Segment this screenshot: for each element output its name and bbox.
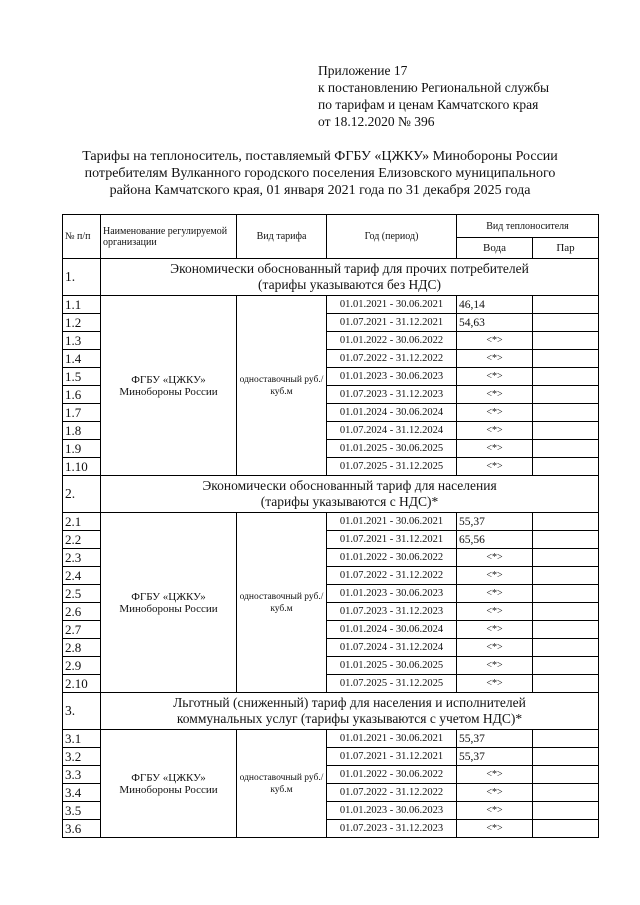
period-cell: 01.01.2023 - 30.06.2023 bbox=[327, 585, 457, 603]
water-tariff-cell: 65,56 bbox=[457, 531, 533, 549]
steam-tariff-cell bbox=[533, 404, 599, 422]
water-tariff-cell: <*> bbox=[457, 621, 533, 639]
section-title-line: коммунальных услуг (тарифы указываются с учетом НДС)* bbox=[176, 711, 523, 726]
steam-tariff-cell bbox=[533, 531, 599, 549]
steam-tariff-cell bbox=[533, 748, 599, 766]
table-row bbox=[63, 513, 599, 531]
steam-tariff-cell bbox=[533, 820, 599, 838]
tariff-type-cell: одноставочный руб./куб.м bbox=[237, 296, 327, 476]
organization-cell: ФГБУ «ЦЖКУ» Минобороны России bbox=[101, 513, 237, 693]
steam-tariff-cell bbox=[533, 802, 599, 820]
organization-cell: ФГБУ «ЦЖКУ» Минобороны России bbox=[101, 296, 237, 476]
period-cell: 01.07.2025 - 31.12.2025 bbox=[327, 458, 457, 476]
tariff-type-cell: одноставочный руб./куб.м bbox=[237, 513, 327, 693]
section-number: 2. bbox=[63, 476, 101, 513]
header-heat-carrier: Вид теплоносителя bbox=[457, 215, 599, 238]
steam-tariff-cell bbox=[533, 513, 599, 531]
water-tariff-cell: <*> bbox=[457, 350, 533, 368]
tariff-table bbox=[62, 214, 599, 838]
period-cell: 01.01.2021 - 30.06.2021 bbox=[327, 513, 457, 531]
steam-tariff-cell bbox=[533, 657, 599, 675]
row-number: 3.6 bbox=[63, 820, 101, 838]
water-tariff-cell: <*> bbox=[457, 820, 533, 838]
steam-tariff-cell bbox=[533, 766, 599, 784]
section-number: 1. bbox=[63, 259, 101, 296]
section-title bbox=[101, 259, 599, 296]
period-cell: 01.07.2022 - 31.12.2022 bbox=[327, 350, 457, 368]
period-cell: 01.01.2025 - 30.06.2025 bbox=[327, 440, 457, 458]
steam-tariff-cell bbox=[533, 350, 599, 368]
row-number: 1.2 bbox=[63, 314, 101, 332]
section-number: 3. bbox=[63, 693, 101, 730]
steam-tariff-cell bbox=[533, 675, 599, 693]
header-organization: Наименование регулируемой организации bbox=[101, 215, 237, 259]
steam-tariff-cell bbox=[533, 332, 599, 350]
steam-tariff-cell bbox=[533, 585, 599, 603]
period-cell: 01.01.2022 - 30.06.2022 bbox=[327, 332, 457, 350]
row-number: 2.2 bbox=[63, 531, 101, 549]
period-cell: 01.07.2022 - 31.12.2022 bbox=[327, 567, 457, 585]
row-number: 2.4 bbox=[63, 567, 101, 585]
water-tariff-cell: 46,14 bbox=[457, 296, 533, 314]
header-number: № п/п bbox=[63, 215, 101, 259]
row-number: 2.8 bbox=[63, 639, 101, 657]
period-cell: 01.07.2024 - 31.12.2024 bbox=[327, 422, 457, 440]
row-number: 2.5 bbox=[63, 585, 101, 603]
water-tariff-cell: <*> bbox=[457, 386, 533, 404]
period-cell: 01.01.2023 - 30.06.2023 bbox=[327, 802, 457, 820]
water-tariff-cell: <*> bbox=[457, 784, 533, 802]
annex-line: к постановлению Региональной службы bbox=[318, 80, 550, 95]
water-tariff-cell: 55,37 bbox=[457, 748, 533, 766]
tariff-type-cell: одноставочный руб./куб.м bbox=[237, 730, 327, 838]
steam-tariff-cell bbox=[533, 296, 599, 314]
row-number: 1.10 bbox=[63, 458, 101, 476]
row-number: 3.5 bbox=[63, 802, 101, 820]
row-number: 1.4 bbox=[63, 350, 101, 368]
water-tariff-cell: <*> bbox=[457, 404, 533, 422]
row-number: 1.7 bbox=[63, 404, 101, 422]
title-line: потребителям Вулканного городского поселения Елизовского муниципального bbox=[84, 166, 556, 181]
row-number: 2.1 bbox=[63, 513, 101, 531]
section-title-line: Экономически обоснованный тариф для населения bbox=[202, 478, 497, 493]
row-number: 3.1 bbox=[63, 730, 101, 748]
row-number: 2.10 bbox=[63, 675, 101, 693]
period-cell: 01.07.2023 - 31.12.2023 bbox=[327, 386, 457, 404]
section-title-line: (тарифы указываются без НДС) bbox=[258, 277, 441, 292]
header-water: Вода bbox=[457, 238, 533, 259]
water-tariff-cell: <*> bbox=[457, 422, 533, 440]
section-row bbox=[63, 476, 599, 513]
header-tariff-type: Вид тарифа bbox=[237, 215, 327, 259]
water-tariff-cell: <*> bbox=[457, 585, 533, 603]
period-cell: 01.07.2024 - 31.12.2024 bbox=[327, 639, 457, 657]
section-title-line: Льготный (сниженный) тариф для населения и исполнителей bbox=[173, 695, 526, 710]
water-tariff-cell: <*> bbox=[457, 603, 533, 621]
steam-tariff-cell bbox=[533, 440, 599, 458]
title-line: района Камчатского края, 01 января 2021 года по 31 декабря 2025 года bbox=[109, 183, 531, 198]
annex-line: от 18.12.2020 № 396 bbox=[318, 114, 435, 129]
period-cell: 01.01.2022 - 30.06.2022 bbox=[327, 549, 457, 567]
period-cell: 01.01.2021 - 30.06.2021 bbox=[327, 296, 457, 314]
row-number: 3.2 bbox=[63, 748, 101, 766]
row-number: 1.1 bbox=[63, 296, 101, 314]
water-tariff-cell: <*> bbox=[457, 657, 533, 675]
row-number: 2.6 bbox=[63, 603, 101, 621]
annex-reference bbox=[318, 62, 549, 130]
section-title bbox=[101, 693, 599, 730]
section-title-line: Экономически обоснованный тариф для прочих потребителей bbox=[170, 261, 529, 276]
document-title bbox=[30, 148, 610, 199]
water-tariff-cell: <*> bbox=[457, 368, 533, 386]
water-tariff-cell: <*> bbox=[457, 802, 533, 820]
row-number: 1.8 bbox=[63, 422, 101, 440]
steam-tariff-cell bbox=[533, 603, 599, 621]
header-steam: Пар bbox=[533, 238, 599, 259]
steam-tariff-cell bbox=[533, 386, 599, 404]
water-tariff-cell: <*> bbox=[457, 458, 533, 476]
period-cell: 01.01.2022 - 30.06.2022 bbox=[327, 766, 457, 784]
period-cell: 01.07.2025 - 31.12.2025 bbox=[327, 675, 457, 693]
steam-tariff-cell bbox=[533, 458, 599, 476]
row-number: 1.9 bbox=[63, 440, 101, 458]
period-cell: 01.01.2024 - 30.06.2024 bbox=[327, 621, 457, 639]
water-tariff-cell: 55,37 bbox=[457, 513, 533, 531]
period-cell: 01.07.2022 - 31.12.2022 bbox=[327, 784, 457, 802]
period-cell: 01.07.2023 - 31.12.2023 bbox=[327, 603, 457, 621]
row-number: 1.6 bbox=[63, 386, 101, 404]
water-tariff-cell: <*> bbox=[457, 567, 533, 585]
period-cell: 01.01.2023 - 30.06.2023 bbox=[327, 368, 457, 386]
water-tariff-cell: <*> bbox=[457, 332, 533, 350]
section-row bbox=[63, 259, 599, 296]
water-tariff-cell: <*> bbox=[457, 675, 533, 693]
row-number: 1.5 bbox=[63, 368, 101, 386]
steam-tariff-cell bbox=[533, 730, 599, 748]
organization-cell: ФГБУ «ЦЖКУ» Минобороны России bbox=[101, 730, 237, 838]
period-cell: 01.07.2021 - 31.12.2021 bbox=[327, 748, 457, 766]
water-tariff-cell: <*> bbox=[457, 639, 533, 657]
section-title bbox=[101, 476, 599, 513]
steam-tariff-cell bbox=[533, 314, 599, 332]
table-body bbox=[63, 259, 599, 838]
section-title-line: (тарифы указываются с НДС)* bbox=[260, 494, 439, 509]
water-tariff-cell: 54,63 bbox=[457, 314, 533, 332]
table-row bbox=[63, 730, 599, 748]
period-cell: 01.01.2025 - 30.06.2025 bbox=[327, 657, 457, 675]
water-tariff-cell: 55,37 bbox=[457, 730, 533, 748]
section-row bbox=[63, 693, 599, 730]
row-number: 2.3 bbox=[63, 549, 101, 567]
period-cell: 01.01.2024 - 30.06.2024 bbox=[327, 404, 457, 422]
row-number: 3.3 bbox=[63, 766, 101, 784]
period-cell: 01.07.2021 - 31.12.2021 bbox=[327, 314, 457, 332]
steam-tariff-cell bbox=[533, 784, 599, 802]
steam-tariff-cell bbox=[533, 549, 599, 567]
steam-tariff-cell bbox=[533, 422, 599, 440]
row-number: 3.4 bbox=[63, 784, 101, 802]
annex-line: по тарифам и ценам Камчатского края bbox=[318, 97, 539, 112]
row-number: 1.3 bbox=[63, 332, 101, 350]
title-line: Тарифы на теплоноситель, поставляемый ФГБУ «ЦЖКУ» Минобороны России bbox=[82, 149, 558, 164]
row-number: 2.7 bbox=[63, 621, 101, 639]
water-tariff-cell: <*> bbox=[457, 549, 533, 567]
annex-line: Приложение 17 bbox=[318, 63, 408, 78]
water-tariff-cell: <*> bbox=[457, 766, 533, 784]
period-cell: 01.07.2023 - 31.12.2023 bbox=[327, 820, 457, 838]
steam-tariff-cell bbox=[533, 639, 599, 657]
period-cell: 01.07.2021 - 31.12.2021 bbox=[327, 531, 457, 549]
header-period: Год (период) bbox=[327, 215, 457, 259]
water-tariff-cell: <*> bbox=[457, 440, 533, 458]
row-number: 2.9 bbox=[63, 657, 101, 675]
steam-tariff-cell bbox=[533, 368, 599, 386]
table-row bbox=[63, 296, 599, 314]
period-cell: 01.01.2021 - 30.06.2021 bbox=[327, 730, 457, 748]
steam-tariff-cell bbox=[533, 621, 599, 639]
steam-tariff-cell bbox=[533, 567, 599, 585]
